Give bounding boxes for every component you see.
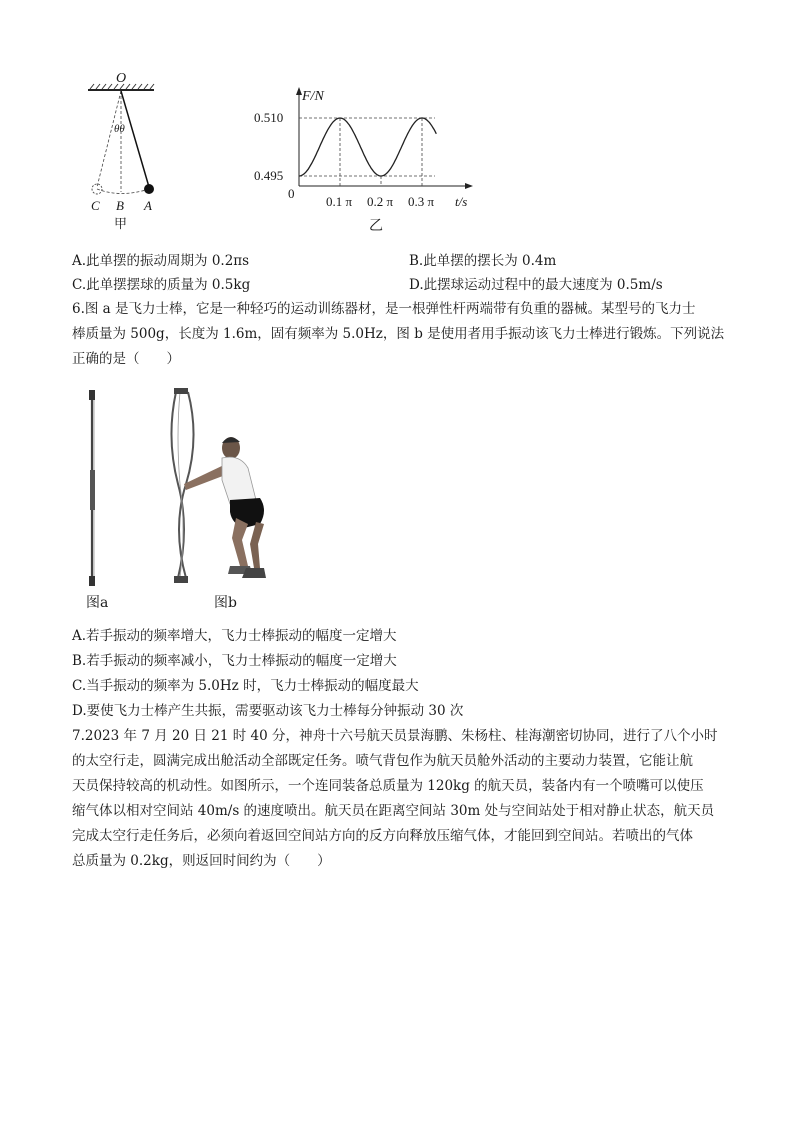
x-axis-arrow xyxy=(465,183,473,189)
pendulum-ball xyxy=(144,184,154,194)
left-dashed-string xyxy=(97,91,121,187)
q6-option-c: C.当手振动的频率为 5.0Hz 时，飞力士棒振动的幅度最大 xyxy=(72,678,419,694)
point-c-label: C xyxy=(91,198,100,213)
x-tick-02pi: 0.2 π xyxy=(367,194,394,209)
bar-weight-bottom xyxy=(89,576,95,586)
x-tick-03pi: 0.3 π xyxy=(408,194,435,209)
figure-caption-jia: 甲 xyxy=(114,216,128,231)
figure-caption-b: 图b xyxy=(214,595,237,611)
origin-label: 0 xyxy=(288,186,295,201)
person-legs xyxy=(232,518,248,566)
q6-option-a: A.若手振动的频率增大，飞力士棒振动的幅度一定增大 xyxy=(72,628,397,644)
flexi-bar-figure xyxy=(80,388,110,588)
bar-grip xyxy=(90,470,95,510)
y-axis-label: F/N xyxy=(302,89,324,104)
q5-option-d: D.此摆球运动过程中的最大速度为 0.5m/s xyxy=(409,277,663,293)
q5-option-a: A.此单摆的振动周期为 0.2πs xyxy=(72,253,250,269)
q6-stem-line-2: 棒质量为 500g，长度为 1.6m，固有频率为 5.0Hz，图 b 是使用者用手振动该飞力士棒进行锻炼。下列说法 xyxy=(72,326,725,342)
bar-weight-top xyxy=(89,390,95,400)
person-exercise-figure xyxy=(160,388,290,588)
y-tick-0495: 0.495 xyxy=(254,168,284,183)
swing-arc xyxy=(97,189,149,194)
point-a-label: A xyxy=(144,198,152,213)
q7-line-5: 完成太空行走任务后，必须向着返回空间站方向的反方向释放压缩气体，才能回到空间站。若喷出的气体 xyxy=(72,828,693,844)
q6-option-b: B.若手振动的频率减小，飞力士棒振动的幅度一定增大 xyxy=(72,653,397,669)
q7-line-6: 总质量为 0.2kg，则返回时间约为（ ） xyxy=(72,853,331,869)
y-tick-0510: 0.510 xyxy=(254,110,284,125)
point-b-label: B xyxy=(116,198,124,213)
q6-stem-line-1: 6.图 a 是飞力士棒，它是一种轻巧的运动训练器材，是一根弹性杆两端带有负重的器械。某型号的飞力士 xyxy=(72,301,696,317)
x-tick-01pi: 0.1 π xyxy=(326,194,353,209)
angle-label: θθ xyxy=(114,123,125,135)
pivot-label: O xyxy=(116,71,127,86)
pendulum-figure xyxy=(80,68,170,238)
x-axis-label: t/s xyxy=(455,194,468,209)
q6-option-d: D.要使飞力士棒产生共振，需要驱动该飞力士棒每分钟振动 30 次 xyxy=(72,703,464,719)
q7-line-2: 的太空行走，圆满完成出舱活动全部既定任务。喷气背包作为航天员舱外活动的主要动力装置，它能让航 xyxy=(72,753,693,769)
figure-caption-yi: 乙 xyxy=(369,219,383,234)
force-time-graph xyxy=(250,82,480,234)
q5-option-c: C.此单摆摆球的质量为 0.5kg xyxy=(72,277,251,293)
q7-line-4: 缩气体以相对空间站 40m/s 的速度喷出。航天员在距离空间站 30m 处与空间站处于相对静止状态，航天员 xyxy=(72,803,715,819)
q7-line-1: 7.2023 年 7 月 20 日 21 时 40 分，神舟十六号航天员景海鹏、朱杨柱、桂海潮密切协同，进行了八个小时 xyxy=(72,728,718,744)
q6-stem-line-3: 正确的是（ ） xyxy=(72,351,180,367)
q7-line-3: 天员保持较高的机动性。如图所示，一个连同装备总质量为 120kg 的航天员，装备内有一个喷嘴可以使压 xyxy=(72,778,704,794)
force-curve xyxy=(299,118,436,176)
figure-caption-a: 图a xyxy=(86,595,109,611)
q5-option-b: B.此单摆的摆长为 0.4m xyxy=(409,253,557,269)
pendulum-string xyxy=(121,91,149,187)
